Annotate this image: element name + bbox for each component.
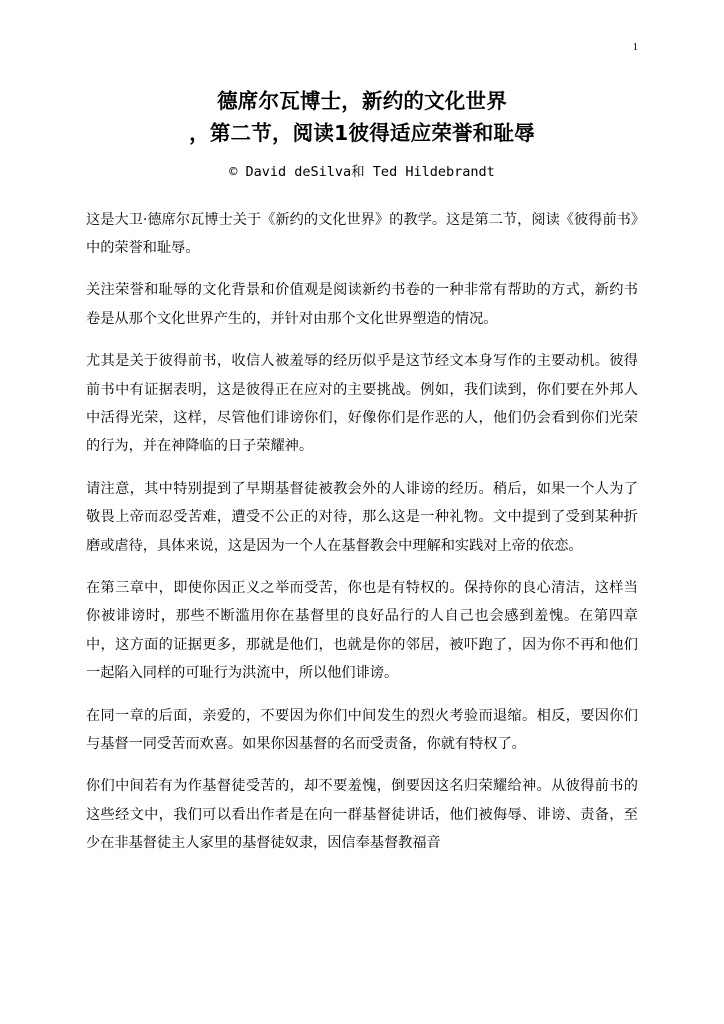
paragraph: 请注意，其中特别提到了早期基督徒被教会外的人诽谤的经历。稍后，如果一个人为了敬畏上帝而忍受苦难，遭受不公正的对待，那么这是一种礼物。文中提到了受到某种折磨或虐待，具体来说，这是因为一个人在基督教会中理解和实践对上帝的依恋。 (86, 480, 638, 554)
paragraph: 在同一章的后面，亲爱的，不要因为你们中间发生的烈火考验而退缩。相反，要因你们与基督一同受苦而欢喜。如果你因基督的名而受责备，你就有特权了。 (86, 707, 638, 753)
paragraph: 你们中间若有为作基督徒受苦的，却不要羞愧，倒要因这名归荣耀给神。从彼得前书的这些经文中，我们可以看出作者是在向一群基督徒讲话，他们被侮辱、诽谤、责备，至少在非基督徒主人家里的基督徒奴隶，因信奉基督教福音 (86, 778, 638, 852)
page-number: 1 (632, 41, 638, 53)
page-title-line-1: 德席尔瓦博士，新约的文化世界 (217, 89, 507, 113)
page-title-line-2: ，第二节，阅读1彼得适应荣誉和耻辱 (189, 120, 535, 145)
body-copy (86, 206, 638, 858)
paragraph: 这是大卫·德席尔瓦博士关于《新约的文化世界》的教学。这是第二节，阅读《彼得前书》中的荣誉和耻辱。 (86, 211, 638, 256)
paragraph: 在第三章中，即使你因正义之举而受苦，你也是有特权的。保持你的良心清洁，这样当你被诽谤时，那些不断滥用你在基督里的良好品行的人自己也会感到羞愧。在第四章中，这方面的证据更多，那就是他们，也就是你的邻居，被吓跑了，因为你不再和他们一起陷入同样的可耻行为洪流中，所以他们诽谤。 (86, 580, 638, 682)
paragraph: 关注荣誉和耻辱的文化背景和价值观是阅读新约书卷的一种非常有帮助的方式，新约书卷是从那个文化世界产生的，并针对由那个文化世界塑造的情况。 (86, 282, 638, 327)
byline: © David deSilva和 Ted Hildebrandt (229, 163, 495, 180)
title-block (86, 86, 638, 180)
paragraph: 尤其是关于彼得前书，收信人被羞辱的经历似乎是这节经文本身写作的主要动机。彼得前书中有证据表明，这是彼得正在应对的主要挑战。例如，我们读到，你们要在外邦人中活得光荣，这样，尽管他们诽谤你们，好像你们是作恶的人，他们仍会看到你们光荣的行为，并在神降临的日子荣耀神。 (86, 353, 638, 455)
